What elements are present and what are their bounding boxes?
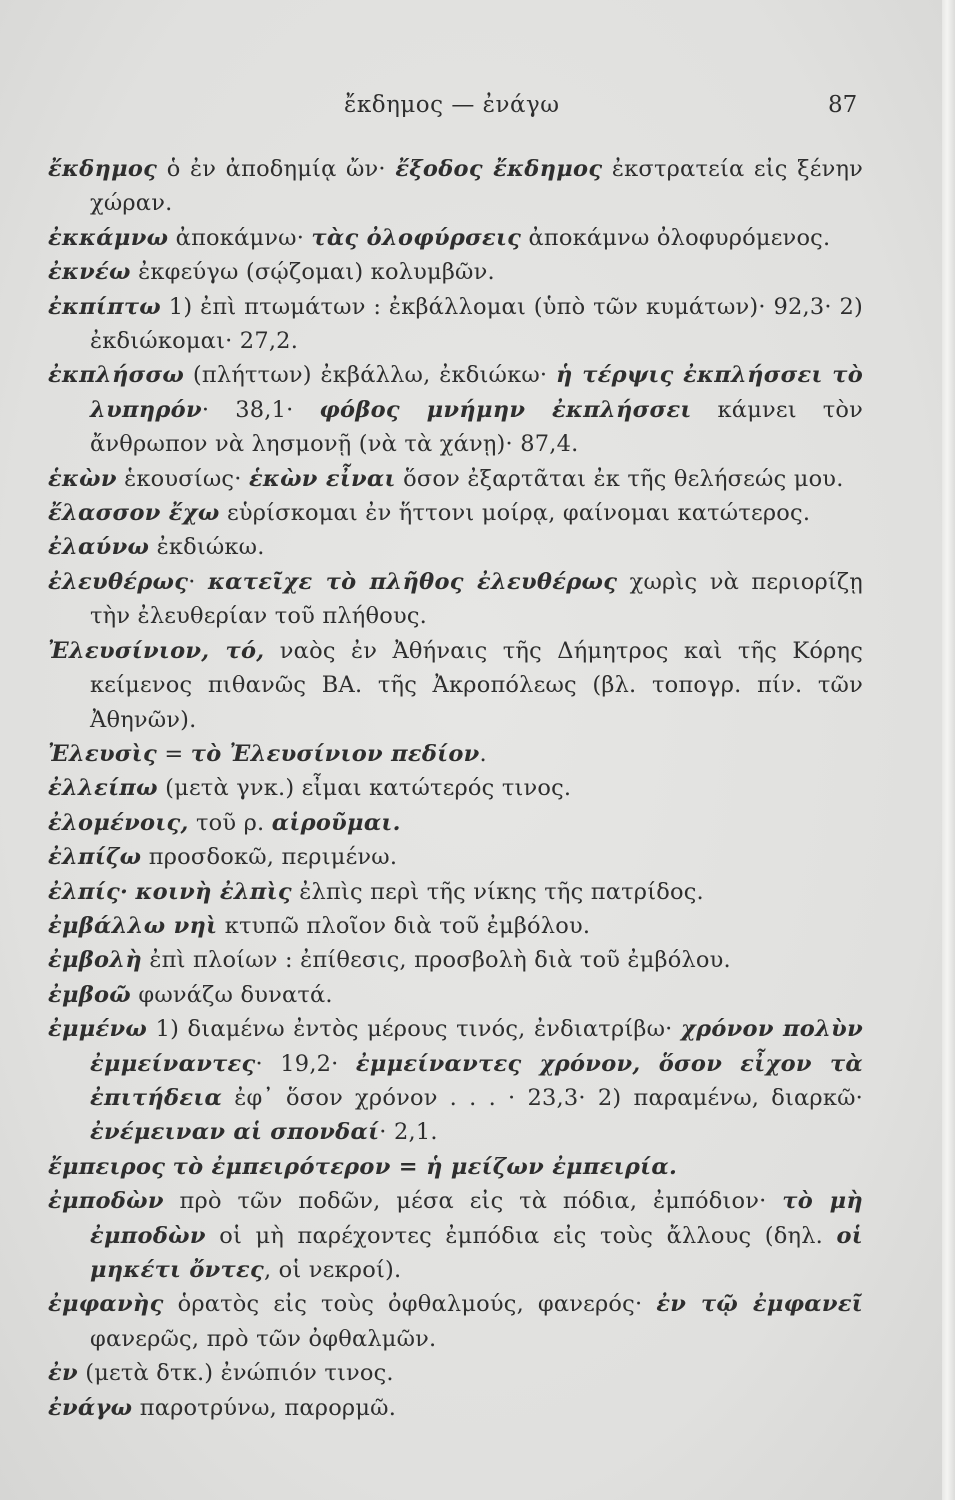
running-head: ἔκδημος — ἐνάγω <box>344 92 560 118</box>
definition-text: τοῦ ρ. <box>188 809 272 836</box>
headword: ἐμβολὴ <box>48 947 143 974</box>
entry-ekpipto <box>48 290 863 359</box>
phrase: κοινὴ ἐλπὶς <box>135 878 292 905</box>
definition-text: ναὸς ἐν Ἀθήναις τῆς Δήμητρος καὶ τῆς Κόρης κείμενος πιθανῶς ΒΑ. τῆς Ἀκροπόλεως (βλ. τοπογρ. πίν. τῶν Ἀθηνῶν). <box>90 637 863 733</box>
definition-text: (πλήττων) ἐκβάλλω, ἐκδιώκω· <box>184 362 557 389</box>
headword: Ἐλευσὶς <box>48 740 157 767</box>
headword: ἐκπλήσσω <box>48 362 185 389</box>
entry-emmeno <box>48 1012 863 1150</box>
phrase: οἱ μηκέτι ὄντες <box>90 1222 863 1283</box>
definition-text: ἐκφεύγω (σῴζομαι) κολυμβῶν. <box>130 259 495 286</box>
definition-text: ἀποκάμνω ὀλοφυρόμενος. <box>521 224 831 251</box>
phrase: ἔξοδος ἔκδημος <box>395 156 603 182</box>
headword: ἐμμένω <box>48 1016 148 1043</box>
definition-text: χωρὶς νὰ περιορίζῃ τὴν ἐλευθερίαν τοῦ πλήθους. <box>90 568 863 630</box>
definition-text: οἱ μὴ παρέχοντες ἐμπόδια εἰς τοὺς ἄλλους (δηλ. <box>205 1222 837 1249</box>
definition-text: ἐκδιώκω. <box>149 534 265 561</box>
entry-hekon <box>48 462 863 496</box>
entry-empodon <box>48 1184 863 1287</box>
headword: ἐμβάλλω νηὶ <box>48 912 218 939</box>
definition-text: προσδοκῶ, περιμένω. <box>141 844 398 871</box>
definition-text: 1) διαμένω ἐντὸς μέρους τινός, ἐνδιατρίβω· <box>147 1016 681 1043</box>
phrase: ἡ τέρψις ἐκπλήσσει τὸ λυπηρόν <box>90 362 864 423</box>
dictionary-entries <box>48 152 863 1425</box>
headword: ἐμποδὼν <box>48 1188 164 1215</box>
phrase: φόβος μνήμην ἐκπλήσσει <box>319 396 692 423</box>
phrase: τὸ μὴ ἐμποδὼν <box>90 1188 863 1249</box>
entry-en <box>48 1356 863 1390</box>
definition-text: ἐκστρατεία εἰς ξένην χώραν. <box>90 156 864 217</box>
definition-text: ἑκουσίως· <box>116 465 249 492</box>
entry-emboo <box>48 978 863 1012</box>
definition-text: 1) ἐπὶ πτωμάτων : ἐκβάλλομαι (ὑπὸ τῶν κυμάτων)· 92,3· 2) ἐκδιώκομαι· 27,2. <box>90 293 863 355</box>
entry-elasson-echo <box>48 496 863 530</box>
definition-text: ἐφ᾿ ὅσον χρόνον . . . · 23,3· 2) παραμένω, διαρκῶ· <box>222 1084 863 1111</box>
book-spine-edge <box>942 0 955 1500</box>
definition-text <box>165 1154 172 1180</box>
definition-text: ὁρατὸς εἰς τοὺς ὀφθαλμούς, φανερός· <box>163 1291 657 1318</box>
definition-text: (μετὰ δτκ.) ἐνώπιόν τινος. <box>77 1360 394 1387</box>
definition-text: εὑρίσκομαι ἐν ἥττονι μοίρᾳ, φαίνομαι κατώτερος. <box>219 500 811 527</box>
definition-text: · <box>188 568 209 595</box>
page-header <box>0 92 860 128</box>
headword: ἐκνέω <box>48 259 131 286</box>
phrase: αἱροῦμαι. <box>271 809 401 836</box>
definition-text: παροτρύνω, παρορμῶ. <box>132 1394 397 1421</box>
phrase: χρόνον πολὺν ἐμμείναντες <box>90 1016 863 1077</box>
definition-text: · 19,2· <box>255 1050 356 1077</box>
entry-embole <box>48 943 863 977</box>
phrase: τὰς ὀλοφύρσεις <box>311 224 522 251</box>
headword: ἐκπίπτω <box>48 293 162 320</box>
page-number: 87 <box>828 92 858 118</box>
entry-ekneo <box>48 255 863 289</box>
definition-text: ὁ ἐν ἀποδημίᾳ ὤν· <box>157 156 396 182</box>
definition-text: φωνάζω δυνατά. <box>131 981 333 1008</box>
entry-emballo-nei <box>48 909 863 943</box>
headword: ἐν <box>48 1360 78 1387</box>
entry-eleusis <box>48 737 863 771</box>
definition-text: ἐπὶ πλοίων : ἐπίθεσις, προσβολὴ διὰ τοῦ ἐμβόλου. <box>142 947 731 974</box>
entry-elpis <box>48 875 863 909</box>
definition-text: . <box>479 740 487 767</box>
definition-text: , οἱ νεκροί). <box>263 1257 402 1283</box>
definition-text: πρὸ τῶν ποδῶν, μέσα εἰς τὰ πόδια, ἐμπόδιον· <box>163 1188 783 1215</box>
definition-text: ὅσον ἐξαρτᾶται ἐκ τῆς θελήσεώς μου. <box>395 465 844 492</box>
entry-elauno <box>48 530 863 564</box>
definition-text: ἐλπὶς περὶ τῆς νίκης τῆς πατρίδος. <box>291 878 704 905</box>
definition-text <box>128 879 135 905</box>
entry-eleusinion <box>48 634 863 737</box>
headword: ἐμφανὴς <box>48 1291 164 1318</box>
definition-text: φανερῶς, πρὸ τῶν ὀφθαλμῶν. <box>90 1325 437 1352</box>
headword: ἐλομένοις, <box>48 809 189 836</box>
phrase: τὸ ἐμπειρότερον = ἡ μείζων ἐμπειρία. <box>172 1153 678 1180</box>
headword: ἐλαύνω <box>48 534 150 561</box>
definition-text: · 38,1· <box>201 396 320 423</box>
phrase: ἑκὼν εἶναι <box>248 465 396 492</box>
headword: ἔκδημος <box>48 156 158 182</box>
headword: ἑκὼν <box>48 465 117 492</box>
entry-emphanes <box>48 1287 863 1356</box>
definition-text: ἀποκάμνω· <box>168 224 312 251</box>
phrase: ἐμμείναντες χρόνον, ὅσον εἶχον τὰ ἐπιτήδεια <box>90 1050 863 1111</box>
entry-eleutheros <box>48 565 863 634</box>
headword: ἐνάγω <box>48 1394 133 1421</box>
definition-text: κάμνει τὸν ἄνθρωπον νὰ λησμονῇ (νὰ τὰ χάνῃ)· 87,4. <box>90 396 863 458</box>
entry-elpizo <box>48 840 863 874</box>
headword: ἐμβοῶ <box>48 981 132 1008</box>
phrase: τὸ Ἐλευσίνιον πεδίον <box>190 740 480 767</box>
headword: ἔμπειρος <box>48 1153 166 1180</box>
headword: Ἐλευσίνιον, τό, <box>48 637 265 664</box>
headword: ἐλλείπω <box>48 775 158 802</box>
phrase: ἐνέμειναν αἱ σπονδαί <box>90 1119 380 1146</box>
entry-enago <box>48 1391 863 1425</box>
entry-ekdemos <box>48 152 863 221</box>
entry-ekplesso <box>48 358 863 461</box>
definition-text: = <box>157 740 191 767</box>
headword: ἔλασσον ἔχω <box>48 500 220 527</box>
phrase: κατεῖχε τὸ πλῆθος ἐλευθέρως <box>208 568 618 595</box>
definition-text: κτυπῶ πλοῖον διὰ τοῦ ἐμβόλου. <box>217 912 591 939</box>
phrase: ἐν τῷ ἐμφανεῖ <box>656 1291 863 1318</box>
headword: ἐλπίζω <box>48 844 142 871</box>
headword: ἐλευθέρως <box>48 568 189 595</box>
definition-text: (μετὰ γνκ.) εἶμαι κατώτερός τινος. <box>157 775 572 802</box>
entry-ekkamno <box>48 221 863 255</box>
entry-elleipo <box>48 771 863 805</box>
definition-text: · 2,1. <box>379 1119 438 1146</box>
entry-empeiros <box>48 1150 863 1184</box>
headword: ἐκκάμνω <box>48 224 169 251</box>
entry-elomenois <box>48 806 863 840</box>
headword: ἐλπίς· <box>48 878 129 905</box>
